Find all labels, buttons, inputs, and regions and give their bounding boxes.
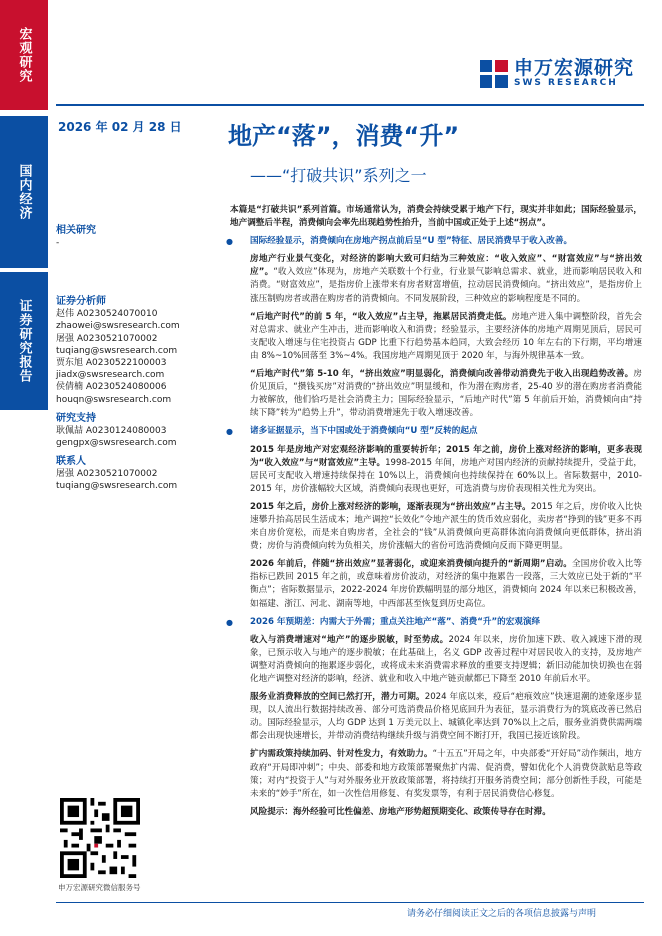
contact-email[interactable]: tuqiang@swsresearch.com	[56, 481, 178, 492]
paragraph	[230, 311, 642, 363]
logo-en-text: SWS RESEARCH	[513, 78, 618, 88]
contact-heading: 联系人	[56, 456, 86, 468]
support-heading: 研究支持	[56, 412, 96, 424]
related-research-heading: 相关研究	[56, 225, 96, 236]
intro-paragraph: 本篇是“打破共识”系列首篇。市场通常认为，消费会持续受累于地产下行，现实并非如此；国际经验显示，地产调整后半程，消费倾向会率先出现趋势性抬升，当前中国或正处于上述“拐点”。	[230, 205, 642, 229]
paragraph-text: 2024 年以来，房价加速下跌、收入减速下滑的现象，已预示收入与地产的逐步脱敏；在此基础上，名义 GDP 改善过程中对居民收入的支持，及房地产调整对消费倾向的拖累逐步弱化，或将成未来消费需求释放的重要支持逻辑；新旧动能加快切换也在弱化地产调整对经济的影响，经济、就业和收入中地产链贡献都已下降至 2010 年前后水平。	[250, 634, 642, 684]
sidebar-report-type: 证券研究报告	[16, 299, 32, 383]
contact-line: 屠强 A0230521070002	[56, 469, 158, 480]
paragraph-text: 2015 年之后，房价收入比快速攀升抬高居民生活成本；地产调控“长效化”令地产派生的货币效应弱化，卖房者“挣到的钱”更多不再来自房价宽松，而是来自购房者，全社会的“钱”从消费倾向更高群体流向消费倾向更低群体，挤出消费；房价与消费倾向转为负相关，房价涨幅大的省份可选消费倾向反而下降更明显。	[250, 501, 642, 552]
paragraph-lead: 房地产行业景气变化，对经济的影响大致可归结为三种效应：“收入效应”、“财富效应”与“挤出效应”。	[250, 254, 642, 278]
analyst-line: 贾东旭 A0230522100003	[56, 358, 167, 369]
paragraph	[230, 748, 642, 800]
logo-icon	[480, 60, 508, 88]
logo-cn-text: 申万宏源研究	[513, 57, 634, 79]
paragraph-text: 2024 年底以来，疫后“疤痕效应”快速退潮的迹象逐步显现，以人流出行数据持续改善、部分可选消费品价格见底回升为表征，显示消费行为的筑底改善已然启动。国际经验显示，人均 GDP 达到 1 万美元以上、城镇化率达到 70%以上之后，服务业消费供需两端都会出现快速增长，并带动消费结构继续升级与消费空间不断打开，我国已接近该阶段。	[250, 692, 642, 742]
sidebar	[0, 0, 48, 936]
paragraph-lead: “后地产时代”第 5-10 年，“挤出效应”明显弱化，消费倾向改善带动消费先于收入出现趋势改善。	[250, 369, 634, 380]
paragraph	[230, 634, 642, 686]
sidebar-section: 国内经济	[16, 164, 32, 220]
risk-label: 风险提示：	[250, 806, 293, 817]
qr-caption: 申万宏源研究微信服务号	[58, 883, 141, 892]
summary-body	[230, 204, 642, 824]
analyst-email[interactable]: zhaowei@swsresearch.com	[56, 321, 180, 332]
header-divider	[56, 104, 644, 106]
company-logo	[480, 58, 634, 89]
paragraph-text: 1998-2015 年间，房地产对国内经济的贡献持续提升，受益于此，居民可支配收入增速持续保持在 10%以上，消费倾向也持续保持在 60%以上。省际数据中，2010-2015 年，房价涨幅较大区域，消费倾向表现也更好，可选消费与房价表现相关性尤为突出。	[250, 457, 643, 494]
paragraph-lead: 收入与消费增速对“地产”的逐步脱敏，时至势成。	[250, 634, 449, 645]
paragraph	[230, 558, 642, 610]
analyst-line: 屠强 A0230521070002	[56, 333, 158, 344]
paragraph-text: “收入效应”体现为，房地产关联数十个行业，行业景气影响总需求、就业，进而影响居民收入和消费。“财富效应”，是指房价上涨带来有房者财富增值，拉动居民消费倾向。“挤出效应”，是指房价上涨压制购房者或潜在购房者的消费倾向。不同发展阶段，三种效应的影响程度是不同的。	[250, 267, 643, 304]
support-email[interactable]: gengpx@swsresearch.com	[56, 438, 177, 449]
paragraph-lead: 2015 年之后，房价上涨对经济的影响，逐渐表现为“挤出效应”占主导。	[250, 501, 531, 512]
paragraph-lead: “后地产时代”的前 5 年，“收入效应”占主导，拖累居民消费走低。	[250, 311, 512, 322]
paragraph-text: 全国房价收入比等指标已跌回 2015 年之前，或意味着房价波动，对经济的集中拖累告一段落，三大效应已处于新的“平衡点”；省际数据显示，2022-2024 年房价跌幅明显的部分地区，消费倾向 2024 年以来已积极改善，如福建、浙江、河北、湖南等地，中西部甚至恢复到历史高位。	[250, 559, 642, 609]
paragraph	[230, 444, 642, 496]
analyst-email[interactable]: tuqiang@swsresearch.com	[56, 345, 178, 356]
bullet-heading-3: ● 2026 年预期差：内需大于外需；重点关注地产“落”、消费“升”的宏观演绎	[230, 616, 642, 629]
support-line: 耿佩喆 A0230124080003	[56, 425, 167, 436]
footer-divider	[56, 902, 644, 903]
analyst-line: 赵伟 A0230524070010	[56, 309, 158, 320]
analyst-line: 侯倩楠 A0230524080006	[56, 382, 167, 393]
paragraph	[230, 501, 642, 553]
risk-text: 海外经验可比性偏差、房地产形势超预期变化、政策传导存在时滞。	[292, 806, 551, 817]
qr-code-icon	[60, 798, 140, 878]
footer-disclaimer: 请务必仔细阅读正文之后的各项信息披露与声明	[406, 909, 596, 919]
paragraph	[230, 691, 642, 743]
report-title: 地产“落”，消费“升”	[228, 122, 460, 150]
paragraph-lead: 2015 年是房地产对宏观经济影响的重要转折年；2015 年之前，房价上涨对经济的影响，更多表现为“收入效应”与“财富效应”主导。	[250, 444, 642, 468]
paragraph-text: 房价见顶后，“攒钱买房”对消费的“挤出效应”明显缓和，作为潜在购房者，25-40 岁的潜在购房者消费能力被解放，他们恰巧是社会消费主力；国际经验显示，“后地产时代”第 5 年前后开始，消费倾向由“持续下降”转为“趋势上升”，带动消费增速先于收入增速改善。	[250, 369, 642, 419]
left-column	[56, 218, 216, 493]
paragraph-lead: 服务业消费释放的空间已然打开，潜力可期。	[250, 692, 425, 703]
analysts-heading: 证券分析师	[56, 296, 106, 308]
bullet-heading-1: ● 国际经验显示，消费倾向在房地产拐点前后呈“U 型”特征、居民消费早于收入改善。	[230, 235, 642, 248]
bullet-heading-2: ● 诸多证据显示，当下中国或处于消费倾向“U 型”反转的起点	[230, 425, 642, 438]
sidebar-category: 宏观研究	[16, 27, 32, 83]
analyst-email[interactable]: jiadx@swsresearch.com	[56, 370, 165, 381]
paragraph-text: “十五五”开局之年，中央部委“开好局”动作频出，地方政府“开局即冲刺”；中央、部委和地方政策部署聚焦扩内需、促消费，譬如优化个人消费贷款贴息等政策；对内“投资于人”与对外服务业开放政策部署，将持续打开服务消费空间；部分创新性手段，可能是未来的“妙手”所在，如一次性信用修复、有奖发票等，有利于居民消费信心修复。	[250, 749, 642, 799]
risk-warning	[230, 806, 642, 819]
sidebar-category-block	[0, 0, 48, 110]
paragraph-text: 房地产进入集中调整阶段，首先会对总需求、就业产生冲击，进而影响收入和消费；经验显示，主要经济体的房地产周期见顶后，居民可支配收入增速与住宅投资占 GDP 比重下行趋势基本趋同，大致会经历 10 年左右的下行期，平均增速由 8%~10%回落至 3%~4%。我国房地产周期见顶于 2020 年，与海外规律基本一致。	[250, 311, 642, 361]
sidebar-section-block	[0, 116, 48, 268]
related-research-value: -	[56, 238, 60, 248]
analyst-email[interactable]: houqn@swsresearch.com	[56, 394, 172, 405]
sidebar-report-type-block	[0, 272, 48, 410]
paragraph-lead: 扩内需政策持续加码、针对性发力，有效助力。	[250, 749, 433, 760]
paragraph-lead: 2026 年前后，伴随“挤出效应”显著弱化，或迎来消费倾向提升的“新周期”启动。	[250, 559, 573, 570]
report-date: 2026 年 02 月 28 日	[58, 120, 182, 134]
paragraph	[230, 253, 642, 305]
report-subtitle: ——“打破共识”系列之一	[250, 166, 427, 185]
paragraph	[230, 368, 642, 420]
